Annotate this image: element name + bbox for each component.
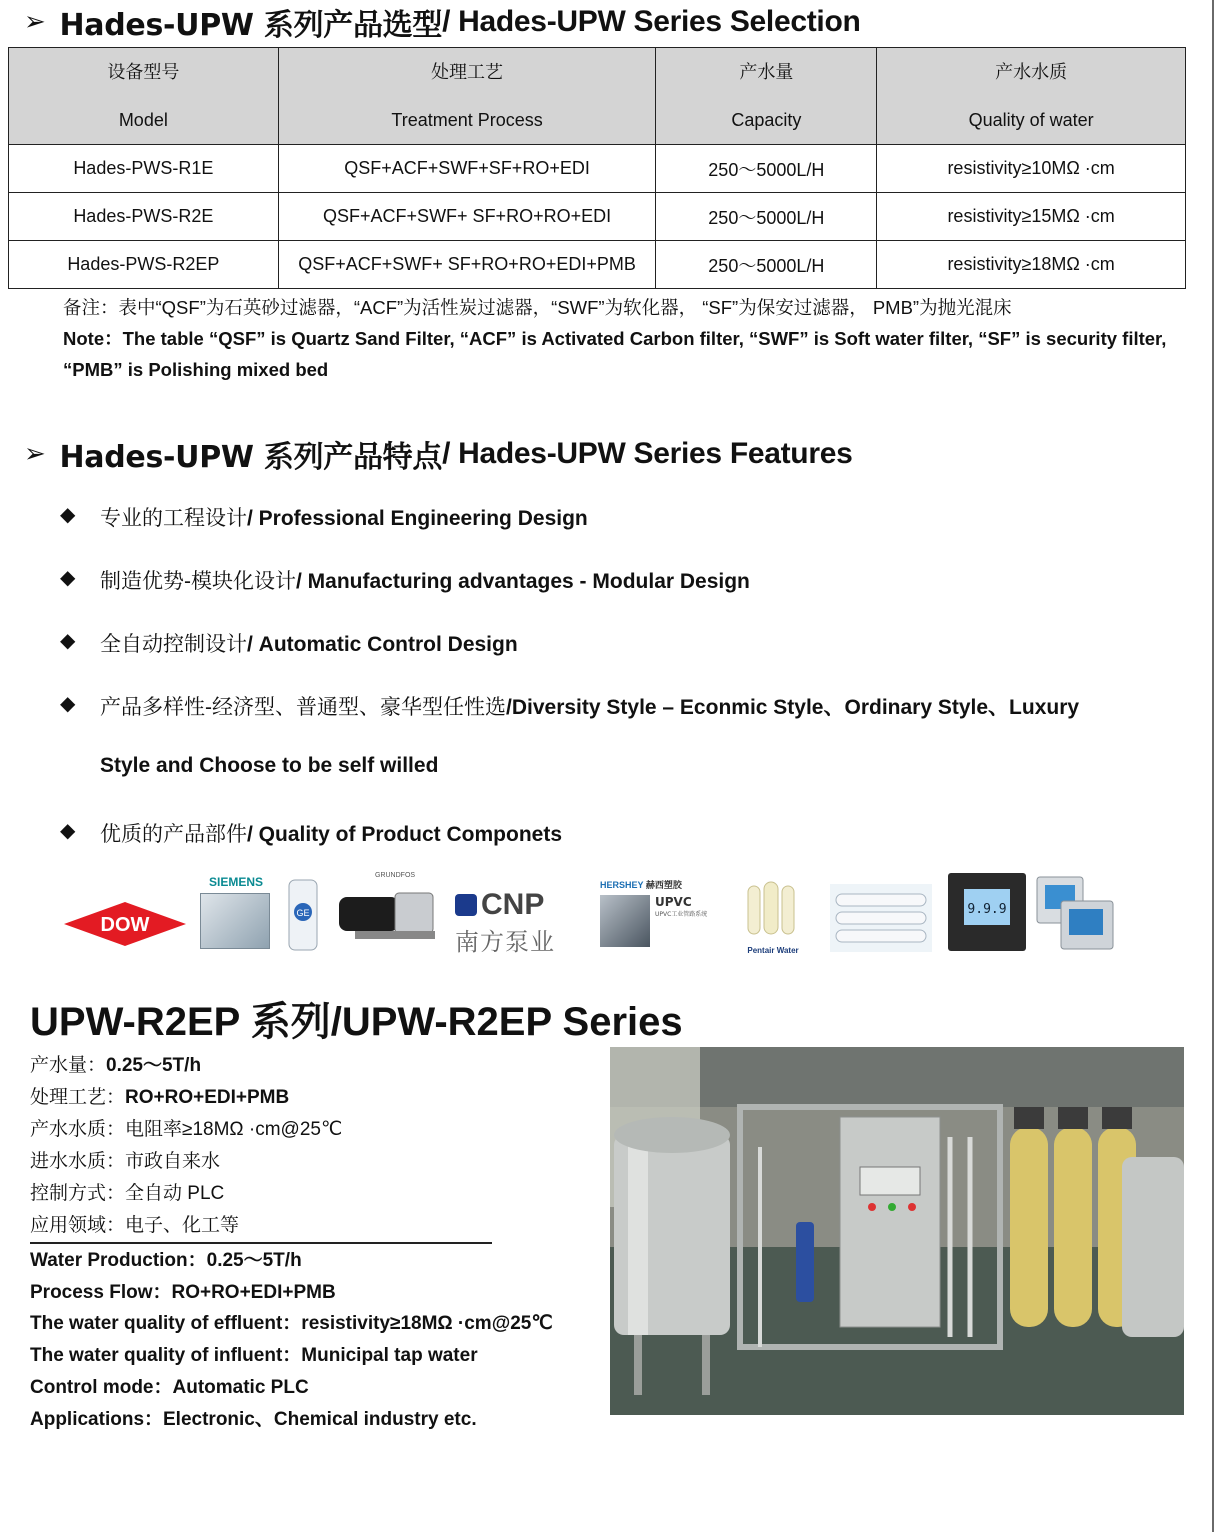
table-row [9,193,1186,241]
spec-line: 控制方式：全自动 PLC [30,1183,225,1204]
table-cell: QSF+ACF+SWF+SF+RO+EDI [278,145,656,193]
svg-text:DOW: DOW [100,914,150,936]
spec-en-line: Applications：Electronic、Chemical industry etc. [30,1409,477,1430]
table-cell: resistivity≥15MΩ ·cm [877,193,1186,241]
header-process: 处理工艺 Treatment Process [278,48,656,145]
spec-line: 进水水质：市政自来水 [30,1151,221,1172]
selection-heading-en: / Hades-UPW Series Selection [442,5,861,38]
spec-en-line: Process Flow：RO+RO+EDI+PMB [30,1282,336,1303]
meter-image [948,873,1026,955]
table-note [63,292,1198,385]
feature-item: ◆ 全自动控制设计/ Automatic Control Design [60,628,518,656]
diamond-bullet-icon: ◆ [60,565,76,589]
table-cell: 250～5000L/H [656,241,877,289]
arrow-bullet-icon: ➢ [24,7,46,37]
ro-membrane-image [830,884,932,956]
diamond-bullet-icon: ◆ [60,691,76,715]
selection-heading-cn: Hades-UPW 系列产品选型 [59,8,443,43]
header-capacity: 产水量 Capacity [656,48,877,145]
spec-en-line: The water quality of influent：Municipal tap water [30,1345,478,1366]
header-model: 设备型号 Model [9,48,279,145]
spec-en-line: Control mode：Automatic PLC [30,1377,309,1398]
note-cn: 备注：表中“QSF”为石英砂过滤器，“ACF”为活性炭过滤器，“SWF”为软化器， “SF”为保安过滤器， PMB”为抛光混床 [63,297,1012,318]
table-cell: Hades-PWS-R2E [9,193,279,241]
table-cell: resistivity≥10MΩ ·cm [877,145,1186,193]
pentair-logo: Pentair Water [740,880,806,955]
edi-module-image [200,893,270,949]
table-cell: QSF+ACF+SWF+ SF+RO+RO+EDI+PMB [278,241,656,289]
pipe-photo [600,895,650,947]
table-cell: Hades-PWS-R2EP [9,241,279,289]
diamond-bullet-icon: ◆ [60,502,76,526]
product-photo [610,1047,1184,1415]
table-row [9,241,1186,289]
page-edge-line [1212,0,1214,1532]
svg-text:9.9.9: 9.9.9 [967,902,1007,917]
spec-line: 产水量：0.25～5T/h [30,1055,202,1076]
controllers-image [1035,873,1119,955]
features-heading-cn: Hades-UPW 系列产品特点 [59,440,443,475]
table-cell: 250～5000L/H [656,193,877,241]
siemens-logo: SIEMENS [200,875,272,949]
feature-item: ◆ 专业的工程设计/ Professional Engineering Design [60,502,588,530]
cnp-logo: CNP 南方泵业 [455,888,555,956]
selection-heading [24,0,861,44]
spec-en-line: Water Production：0.25～5T/h [30,1250,302,1271]
table-header-row [9,48,1186,145]
partner-logos [60,870,1120,955]
arrow-bullet-icon: ➢ [24,439,46,469]
feature-continuation: Style and Choose to be self willed [100,754,439,777]
features-heading [24,432,852,476]
grundfos-pump-image: GRUNDFOS [335,872,445,953]
table-cell: QSF+ACF+SWF+ SF+RO+RO+EDI [278,193,656,241]
spec-en-line: The water quality of effluent：resistivity≥18MΩ ·cm@25℃ [30,1313,553,1334]
table-cell: Hades-PWS-R1E [9,145,279,193]
selection-table [8,47,1186,289]
feature-item: ◆ 制造优势-模块化设计/ Manufacturing advantages - Modular Design [60,565,750,593]
feature-item: ◆ 优质的产品部件/ Quality of Product Componets [60,818,563,846]
features-heading-en: / Hades-UPW Series Features [442,437,853,470]
table-row [9,145,1186,193]
svg-text:GE: GE [296,908,310,918]
diamond-bullet-icon: ◆ [60,628,76,652]
note-en: Note：The table “QSF” is Quartz Sand Filter, “ACF” is Activated Carbon filter, “SWF” is Soft water filter, “SF” is security filter, “PMB” is Polishing mixed bed [63,328,1167,380]
table-cell: resistivity≥18MΩ ·cm [877,241,1186,289]
diamond-bullet-icon: ◆ [60,818,76,842]
cnp-mark-icon [455,894,477,916]
spec-line: 处理工艺：RO+RO+EDI+PMB [30,1087,290,1108]
spec-line: 产水水质：电阻率≥18MΩ ·cm@25℃ [30,1119,343,1140]
table-cell: 250～5000L/H [656,145,877,193]
header-quality: 产水水质 Quality of water [877,48,1186,145]
series-title: UPW-R2EP 系列/UPW-R2EP Series [30,1000,683,1044]
spec-divider [30,1242,492,1244]
spec-line: 应用领域：电子、化工等 [30,1215,240,1236]
dow-logo [64,900,186,952]
feature-item: ◆ 产品多样性-经济型、普通型、豪华型任性选/Diversity Style – Econmic Style、Ordinary Style、Luxury Style and Choose to be self willed [60,691,1080,777]
hershey-upvc-logo: HERSHEY 赫西塑胶 UPVC UPVC工业管路系统 [600,878,725,947]
ge-filter-image [285,878,321,956]
